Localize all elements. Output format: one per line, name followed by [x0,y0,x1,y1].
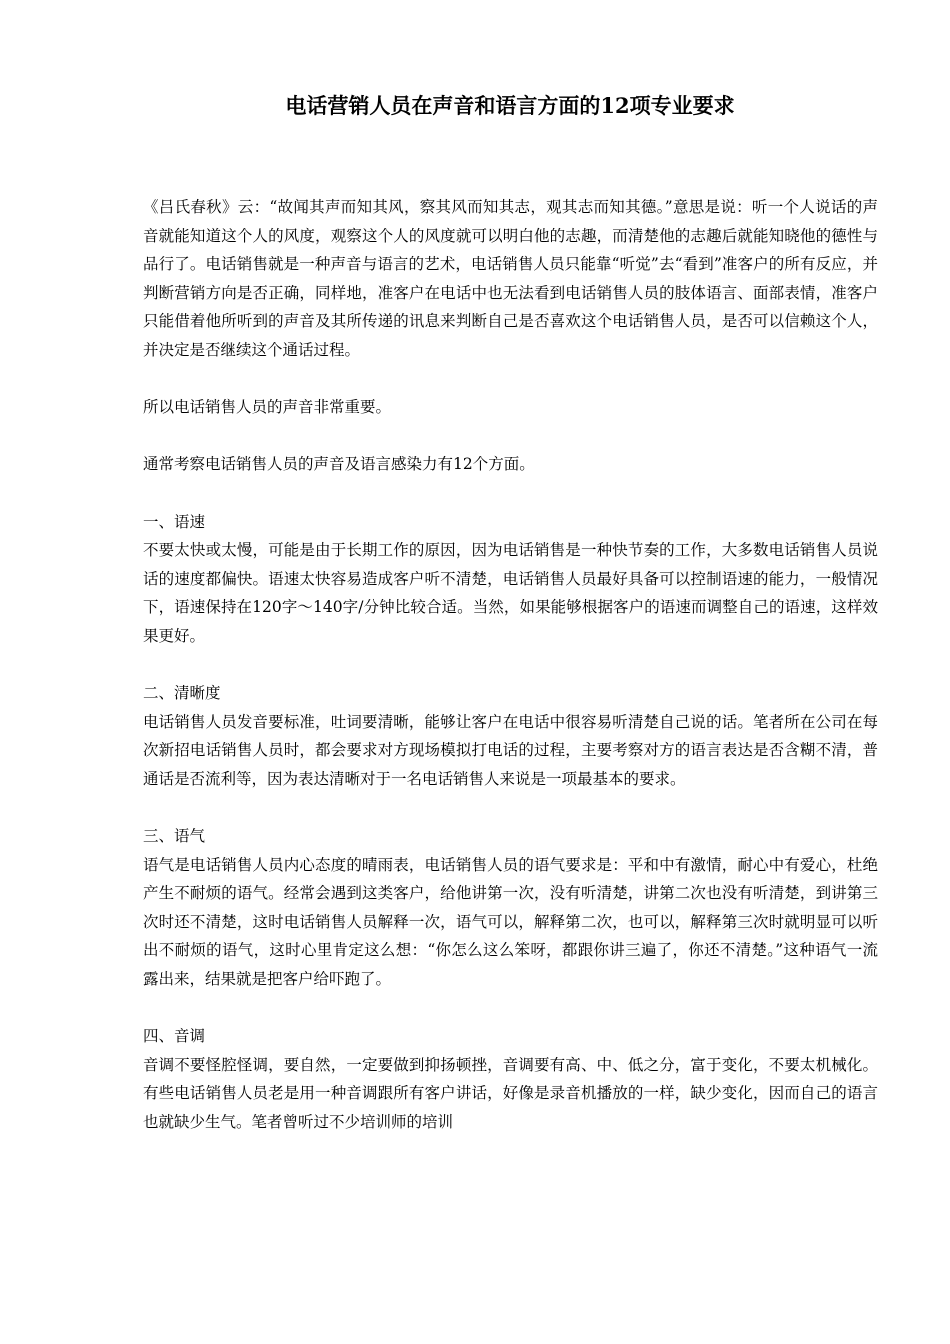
section-speech-rate [143,508,878,651]
section-text: 语气是电话销售人员内心态度的晴雨表，电话销售人员的语气要求是：平和中有激情，耐心中有爱心，杜绝产生不耐烦的语气。经常会遇到这类客户，给他讲第一次，没有听清楚，讲第二次也没有听清楚，到讲第三次时还不清楚，这时电话销售人员解释一次，语气可以，解释第二次，也可以，解释第三次时就明显可以听出不耐烦的语气，这时心里肯定这么想：“你怎么这么笨呀，都跟你讲三遍了，你还不清楚。”这种语气一流露出来，结果就是把客户给吓跑了。 [143,855,878,989]
section-text: 电话销售人员发音要标准，吐词要清晰，能够让客户在电话中很容易听清楚自己说的话。笔者所在公司在每次新招电话销售人员时，都会要求对方现场模拟打电话的过程，主要考察对方的语言表达是否含糊不清，普通话是否流利等，因为表达清晰对于一名电话销售人来说是一项最基本的要求。 [143,712,878,788]
intro-paragraph: 所以电话销售人员的声音非常重要。 [143,398,392,417]
paragraph-gap [143,422,878,451]
paragraph-gap [143,479,878,508]
document-title: 电话营销人员在声音和语言方面的12项专业要求 [285,93,735,118]
paragraph-gap [143,651,878,680]
intro-paragraph: 通常考察电话销售人员的声音及语言感染力有12个方面。 [143,455,535,474]
intro-paragraph: 《吕氏春秋》云：“故闻其声而知其风，察其风而知其志，观其志而知其德。”意思是说：听一个人说话的声音就能知道这个人的风度，观察这个人的风度就可以明白他的志趣，而清楚他的志趣后就能知晓他的德性与品行了。电话销售就是一种声音与语言的艺术，电话销售人员只能靠“听觉”去“看到”准客户的所有反应，并判断营销方向是否正确，同样地，准客户在电话中也无法看到电话销售人员的肢体语言、面部表情，准客户只能借着他所听到的声音及其所传递的讯息来判断自己是否喜欢这个电话销售人员，是否可以信赖这个人，并决定是否继续这个通话过程。 [143,198,878,359]
paragraph-gap [143,365,878,394]
section-pitch [143,1022,878,1136]
section-heading: 三、语气 [143,827,206,846]
section-tone [143,822,878,994]
section-heading: 一、语速 [143,512,206,531]
document-body [143,193,878,1137]
section-heading: 二、清晰度 [143,684,221,703]
paragraph-gap [143,793,878,822]
section-text: 音调不要怪腔怪调，要自然，一定要做到抑扬顿挫，音调要有高、中、低之分，富于变化，不要太机械化。有些电话销售人员老是用一种音调跟所有客户讲话，好像是录音机播放的一样，缺少变化，因而自己的语言也就缺少生气。笔者曾听过不少培训师的培训 [143,1055,878,1131]
paragraph-gap [143,994,878,1023]
section-text: 不要太快或太慢，可能是由于长期工作的原因，因为电话销售是一种快节奏的工作，大多数电话销售人员说话的速度都偏快。语速太快容易造成客户听不清楚，电话销售人员最好具备可以控制语速的能力，一般情况下，语速保持在120字～140字/分钟比较合适。当然，如果能够根据客户的语速而调整自己的语速，这样效果更好。 [143,541,878,645]
section-heading: 四、音调 [143,1027,206,1046]
section-clarity [143,679,878,793]
